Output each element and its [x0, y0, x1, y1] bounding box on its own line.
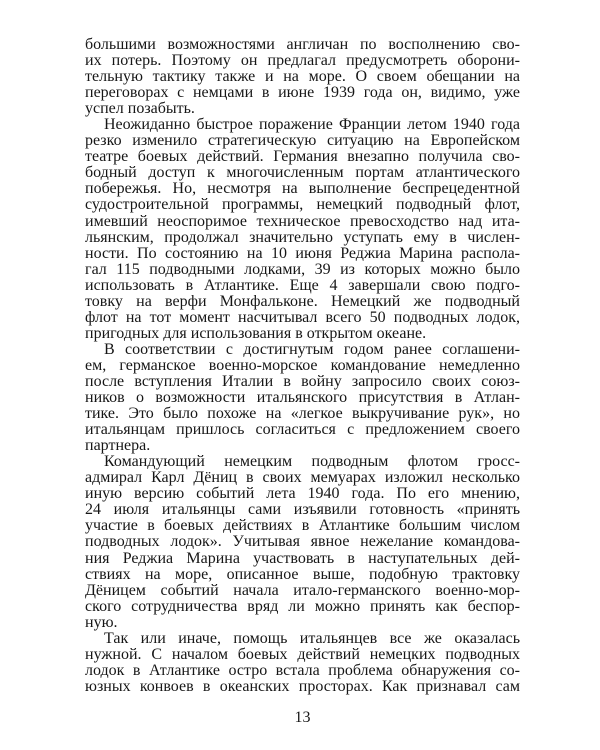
paragraph — [85, 631, 520, 695]
text-line: ствиях на море, описанное выше, подобную трактовку — [85, 565, 520, 583]
text-line: имевший неоспоримое техническое превосходство над ита- — [85, 212, 520, 230]
text-line: итальянцам пришлось согласиться с предложением своего — [85, 421, 520, 439]
text-line: резко изменило стратегическую ситуацию на Европейском — [85, 132, 520, 150]
paragraph — [85, 37, 520, 117]
text-line: ского сотрудничества вряд ли можно принять как беспор- — [85, 597, 520, 615]
text-line: использовать в Атлантике. Еще 4 завершали свою подго- — [85, 276, 520, 294]
text-line: Так или иначе, помощь итальянцев все же оказалась — [104, 629, 520, 647]
text-line: нужной. С началом боевых действий немецких подводных — [85, 645, 520, 663]
text-line: тельную тактику также и на море. О своем обещании на — [85, 68, 520, 86]
text-line: Неожиданно быстрое поражение Франции летом 1940 года — [104, 116, 520, 134]
text-line: их потерь. Поэтому он предлагал предусмотреть оборони- — [85, 52, 520, 70]
text-line: партнера. — [85, 437, 151, 455]
text-line: успел позабыть. — [85, 100, 195, 118]
text-line: бодный доступ к многочисленным портам атлантического — [85, 164, 520, 182]
page-number: 13 — [294, 709, 311, 726]
text-line: ния Реджиа Марина участвовать в наступательных дей- — [85, 549, 520, 567]
text-line: адмирал Карл Дёниц в своих мемуарах изложил несколько — [85, 469, 520, 487]
paragraph — [85, 342, 520, 454]
text-line: юзных конвоев в океанских просторах. Как признавал сам — [85, 677, 520, 695]
text-line: лодок в Атлантике остро встала проблема обнаружения со- — [85, 661, 520, 679]
text-line: ную. — [85, 613, 118, 631]
text-line: Дёницем событий начала итало-германского военно-мор- — [85, 581, 520, 599]
text-line: ников о возможности итальянского присутствия в Атлан- — [85, 389, 520, 407]
paragraph — [85, 117, 520, 342]
text-line: после вступления Италии в войну запросило своих союз- — [85, 372, 520, 390]
text-line: 24 июля итальянцы сами изъявили готовность «принять — [85, 501, 520, 519]
text-line: театре боевых действий. Германия внезапно получила сво- — [85, 148, 520, 166]
text-line: тике. Это было похоже на «легкое выкручивание рук», но — [85, 405, 520, 423]
text-line: льянским, продолжал значительно уступать ему в числен- — [85, 228, 520, 246]
text-line: ем, германское военно-морское командование немедленно — [85, 356, 520, 374]
text-line: побережья. Но, несмотря на выполнение беспрецедентной — [85, 180, 520, 198]
text-line: переговорах с немцами в июне 1939 года он, видимо, уже — [85, 84, 520, 102]
text-line: пригодных для использования в открытом океане. — [85, 324, 427, 342]
text-line: флот на тот момент насчитывал всего 50 подводных лодок, — [85, 308, 520, 326]
text-line: В соответствии с достигнутым годом ранее соглашени- — [104, 340, 520, 358]
text-line: участие в боевых действиях в Атлантике большим числом — [85, 517, 520, 535]
text-line: ности. По состоянию на 10 июня Реджиа Марина распола- — [85, 244, 520, 262]
text-line: большими возможностями англичан по восполнению сво- — [85, 36, 520, 53]
paragraph — [85, 454, 520, 631]
text-line: товку на верфи Монфальконе. Немецкий же подводный — [85, 292, 520, 310]
text-line: судостроительной программы, немецкий подводный флот, — [85, 196, 520, 214]
text-line: Командующий немецким подводным флотом гросс- — [104, 453, 520, 471]
body-text — [85, 37, 520, 695]
text-line: иную версию событий лета 1940 года. По его мнению, — [85, 485, 520, 503]
text-line: гал 115 подводными лодками, 39 из которых можно было — [85, 260, 520, 278]
text-line: подводных лодок». Учитывая явное нежелание командова- — [85, 533, 520, 551]
